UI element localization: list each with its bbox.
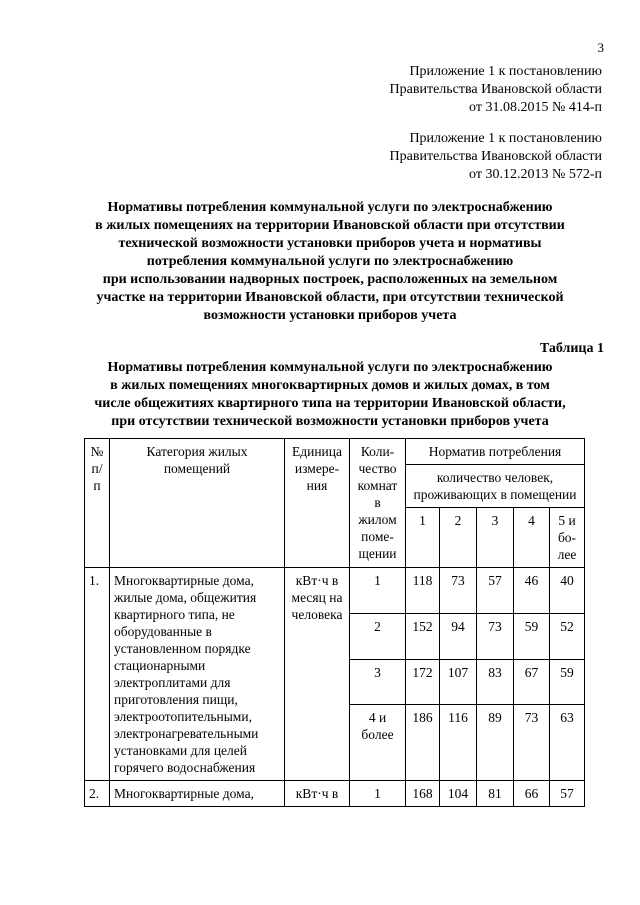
category-line: жилые дома, общежития	[114, 590, 257, 605]
norms-table	[84, 438, 585, 807]
header-people-3: 3	[477, 508, 514, 568]
category-line: электронагревательными	[114, 726, 259, 741]
row-unit	[285, 568, 350, 781]
table-label: Таблица 1	[539, 341, 604, 356]
header-text: Единица	[291, 444, 342, 459]
value-cell: 59	[514, 613, 550, 659]
row-unit	[285, 781, 350, 807]
value-cell: 63	[550, 705, 585, 781]
header-num	[85, 439, 110, 568]
document-title	[60, 199, 600, 325]
header-text: ния	[306, 478, 328, 493]
category-line: стационарными	[114, 658, 206, 673]
header-people-4: 4	[514, 508, 550, 568]
annex-reference-2013	[390, 130, 602, 184]
header-text: Категория жилых	[146, 444, 248, 459]
annex-line: Приложение 1 к постановлению	[409, 131, 602, 146]
value-cell: 172	[406, 659, 440, 705]
header-people-1: 1	[406, 508, 440, 568]
value-cell: 116	[440, 705, 477, 781]
category-line: горячего водоснабжения	[114, 760, 256, 775]
unit-line: кВт·ч в	[295, 573, 339, 588]
table-header-row	[85, 439, 585, 465]
header-text: 5 и	[558, 513, 576, 528]
title-line: потребления коммунальной услуги по электроснабжению	[146, 254, 514, 269]
row-num: 1.	[85, 568, 110, 781]
annex-line: Приложение 1 к постановлению	[409, 64, 602, 79]
value-cell: 66	[514, 781, 550, 807]
table-row	[85, 781, 585, 807]
header-text: комнат	[357, 478, 398, 493]
header-text: п/п	[91, 461, 103, 493]
annex-line: от 31.08.2015 № 414-п	[469, 100, 602, 115]
table-row	[85, 568, 585, 614]
value-cell: 73	[514, 705, 550, 781]
row-num: 2.	[85, 781, 110, 807]
title-line: возможности установки приборов учета	[203, 308, 457, 323]
category-line: установками для целей	[114, 743, 247, 758]
category-line: установленном порядке	[114, 641, 251, 656]
header-text: Коли-	[360, 444, 395, 459]
value-cell: 89	[477, 705, 514, 781]
category-line: Многоквартирные дома,	[114, 573, 254, 588]
value-cell: 83	[477, 659, 514, 705]
header-text: поме-	[361, 529, 394, 544]
category-line: приготовления пищи,	[114, 692, 238, 707]
unit-line: кВт·ч в	[295, 786, 339, 801]
value-cell: 73	[477, 613, 514, 659]
table-title	[60, 359, 600, 431]
category-line: оборудованные в	[114, 624, 212, 639]
value-cell: 104	[440, 781, 477, 807]
page-number: 3	[597, 40, 604, 55]
title-line: в жилых помещениях на территории Ивановской области при отсутствии	[95, 218, 565, 233]
rooms-line: более	[361, 727, 394, 743]
value-cell: 59	[550, 659, 585, 705]
value-cell: 152	[406, 613, 440, 659]
subtitle-line: Нормативы потребления коммунальной услуги по электроснабжению	[107, 360, 553, 375]
header-text: проживающих в помещении	[413, 487, 577, 502]
value-cell: 57	[477, 568, 514, 614]
value-cell: 168	[406, 781, 440, 807]
header-text: бо-	[557, 530, 577, 545]
rooms-cell: 1	[350, 568, 406, 614]
header-text: лее	[557, 547, 577, 562]
header-people-2: 2	[440, 508, 477, 568]
rooms-line: 4 и	[368, 710, 387, 726]
value-cell: 57	[550, 781, 585, 807]
category-line: квартирного типа, не	[114, 607, 235, 622]
header-text: в	[374, 495, 381, 510]
value-cell: 46	[514, 568, 550, 614]
annex-reference-2015	[390, 63, 602, 117]
header-text: №	[90, 444, 104, 459]
header-norm: Норматив потребления	[406, 439, 585, 465]
value-cell: 67	[514, 659, 550, 705]
value-cell: 186	[406, 705, 440, 781]
value-cell: 73	[440, 568, 477, 614]
value-cell: 118	[406, 568, 440, 614]
header-text: количество человек,	[436, 470, 554, 485]
row-category	[110, 781, 285, 807]
subtitle-line: при отсутствии технической возможности установки приборов учета	[111, 414, 549, 429]
value-cell: 107	[440, 659, 477, 705]
title-line: при использовании надворных построек, расположенных на земельном	[102, 272, 558, 287]
subtitle-line: числе общежитиях квартирного типа на территории Ивановской области,	[94, 396, 566, 411]
rooms-cell: 1	[350, 781, 406, 807]
header-rooms	[350, 439, 406, 568]
header-category	[110, 439, 285, 568]
subtitle-line: в жилых помещениях многоквартирных домов и жилых домах, в том	[110, 378, 550, 393]
title-line: участке на территории Ивановской области, при отсутствии технической	[96, 290, 564, 305]
annex-line: Правительства Ивановской области	[389, 82, 602, 97]
rooms-cell: 2	[350, 613, 406, 659]
header-text: щении	[358, 546, 397, 561]
category-line: электроотопительными,	[114, 709, 252, 724]
rooms-cell	[350, 705, 406, 781]
value-cell: 94	[440, 613, 477, 659]
header-unit	[285, 439, 350, 568]
rooms-cell: 3	[350, 659, 406, 705]
value-cell: 52	[550, 613, 585, 659]
header-text: чество	[358, 461, 397, 476]
header-people	[406, 465, 585, 508]
annex-line: от 30.12.2013 № 572-п	[469, 167, 602, 182]
annex-line: Правительства Ивановской области	[389, 149, 602, 164]
header-text: измере-	[294, 461, 340, 476]
category-line: электроплитами для	[114, 675, 231, 690]
header-people-5-plus	[550, 508, 585, 568]
header-text: помещений	[163, 461, 231, 476]
unit-line: месяц на	[291, 590, 343, 605]
row-category	[110, 568, 285, 781]
unit-line: человека	[291, 607, 343, 622]
title-line: Нормативы потребления коммунальной услуги по электроснабжению	[107, 200, 553, 215]
title-line: технической возможности установки приборов учета и нормативы	[118, 236, 542, 251]
category-line: Многоквартирные дома,	[114, 786, 254, 801]
value-cell: 40	[550, 568, 585, 614]
header-text: жилом	[358, 512, 397, 527]
value-cell: 81	[477, 781, 514, 807]
